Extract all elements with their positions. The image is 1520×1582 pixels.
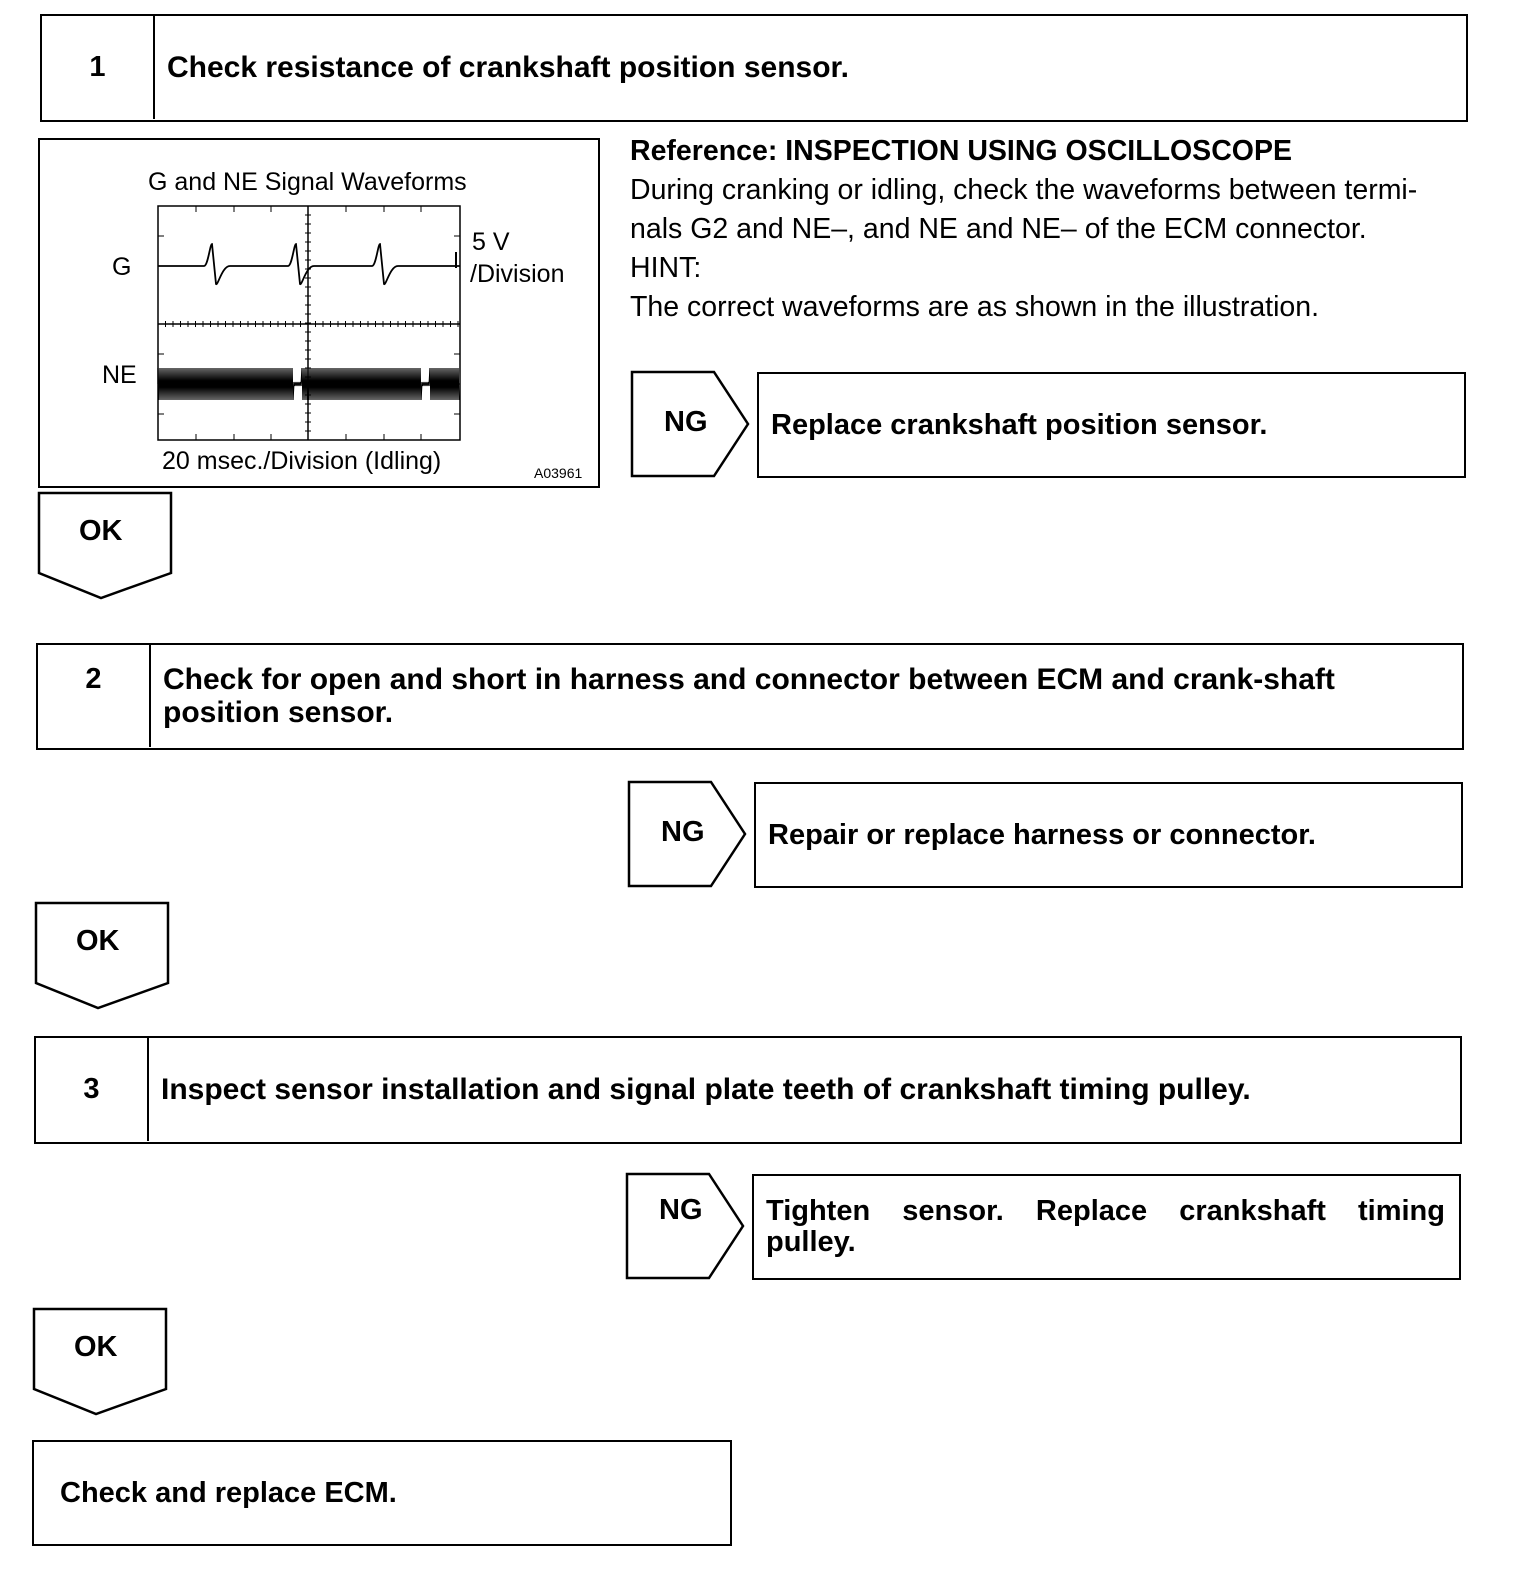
hint-text: The correct waveforms are as shown in the illustration. — [630, 291, 1320, 323]
ng-badge-1 — [630, 370, 752, 478]
ng-badge-3 — [625, 1172, 747, 1280]
figure-title: G and NE Signal Waveforms — [148, 168, 467, 196]
ok-badge-1 — [37, 491, 174, 601]
figure-id: A03961 — [534, 465, 583, 481]
oscilloscope-grid — [158, 206, 460, 440]
ok-label-1: OK — [79, 515, 123, 547]
ng-label-2: NG — [661, 816, 705, 848]
step-3-box — [34, 1036, 1462, 1144]
waveform-svg — [40, 140, 598, 486]
step-1-box — [40, 14, 1468, 122]
step-2-box — [36, 643, 1464, 750]
step-1-title: Check resistance of crankshaft position sensor. — [167, 51, 849, 84]
ng-action-1: Replace crankshaft position sensor. — [757, 372, 1466, 478]
step-3-number: 3 — [36, 1038, 149, 1141]
ok-badge-2 — [34, 901, 171, 1011]
reference-block — [630, 132, 1490, 327]
ok-label-3: OK — [74, 1331, 118, 1363]
ok-badge-3 — [32, 1307, 169, 1417]
g-signal-label: G — [112, 253, 132, 281]
reference-line-2: nals G2 and NE–, and NE and NE– of the ECM connector. — [630, 213, 1367, 245]
time-scale-label: 20 msec./Division (Idling) — [162, 447, 442, 475]
ne-waveform-path — [158, 368, 459, 400]
ok-label-2: OK — [76, 925, 120, 957]
volt-unit-label: /Division — [470, 260, 565, 288]
ng-label-3: NG — [659, 1194, 703, 1226]
ng-label-1: NG — [664, 406, 708, 438]
ng-badge-2 — [627, 780, 749, 888]
step-1-number: 1 — [42, 16, 155, 119]
hint-label: HINT: — [630, 252, 702, 284]
final-action: Check and replace ECM. — [32, 1440, 732, 1546]
reference-line-1: During cranking or idling, check the waveforms between termi- — [630, 174, 1418, 206]
ne-signal-label: NE — [102, 361, 137, 389]
ne-waveform — [158, 368, 459, 400]
volt-scale-label: 5 V — [472, 228, 510, 256]
step-3-title: Inspect sensor installation and signal plate teeth of crankshaft timing pulley. — [161, 1073, 1251, 1106]
waveform-figure — [38, 138, 600, 488]
reference-heading: Reference: INSPECTION USING OSCILLOSCOPE — [630, 135, 1292, 167]
step-2-title: Check for open and short in harness and connector between ECM and crank-shaft position sensor. — [163, 663, 1335, 729]
ng-action-2: Repair or replace harness or connector. — [754, 782, 1463, 888]
step-2-number: 2 — [38, 645, 151, 747]
ng-action-3: Tighten sensor. Replace crankshaft timing pulley. — [752, 1174, 1461, 1280]
